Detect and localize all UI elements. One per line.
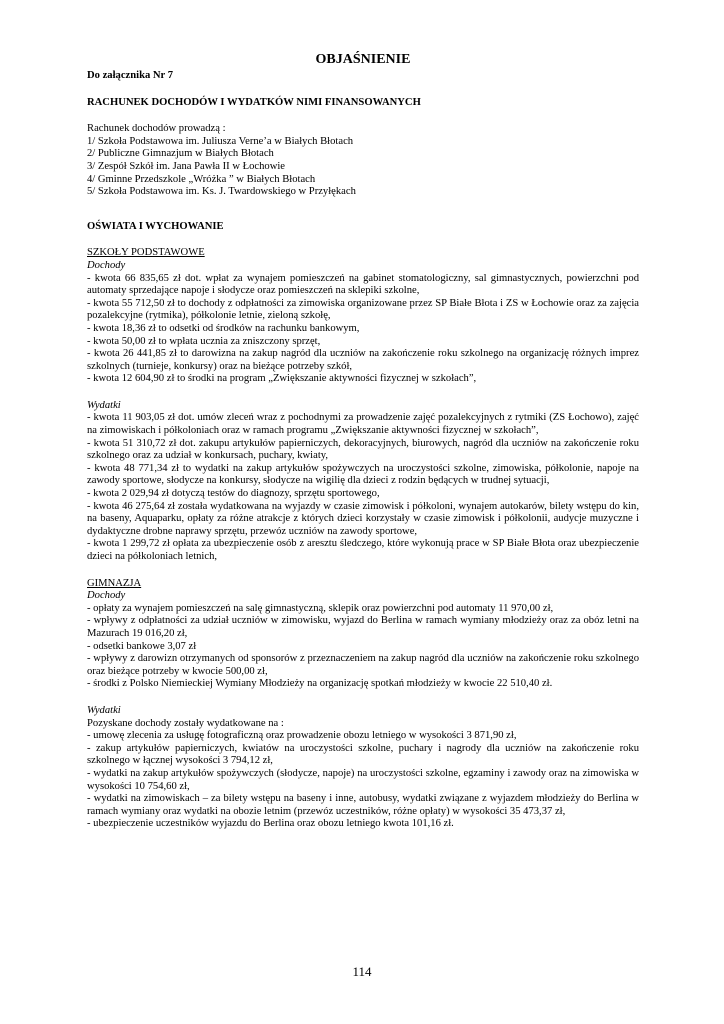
school-item: 2/ Publiczne Gimnazjum w Białych Błotach: [87, 148, 274, 160]
attachment-ref: Do załącznika Nr 7: [87, 70, 174, 81]
sp-expense-item: - kwota 51 310,72 zł dot. zakupu artykułów papierniczych, dekoracyjnych, biurowych, nagród dla uczniów na zakończenie roku szkolnego oraz za udział w konkursach, puchary, kwiaty,: [87, 437, 639, 462]
sp-income-item: - kwota 18,36 zł to odsetki od środków na rachunku bankowym,: [87, 322, 360, 334]
page-number: 114: [352, 964, 372, 979]
gim-income-item: - wpływy z odpłatności za udział uczniów w zimowisku, wyjazd do Berlina w ramach wymiany młodzieży oraz za obóz letni na Mazurach 19 016,20 zł,: [87, 615, 639, 639]
sp-expense-label: Wydatki: [87, 399, 121, 411]
gim-expense-item: - wydatki na zimowiskach – za bilety wstępu na baseny i inne, autobusy, wydatki związane z wyjazdem młodzieży do Berlina w ramach wymiany oraz wydatki na obozie letnim (przewóz uczestników, różne opłaty) w wysokości 35 473,37 zł,: [87, 793, 639, 817]
sp-expense-item: - kwota 11 903,05 zł dot. umów zleceń wraz z pochodnymi za prowadzenie zajęć pozalekcyjnych z rytmiki (ZS Łochowo), zajęć na zimowiskach i półkoloniach oraz w ramach programu „Zwiększanie aktywności fizycznej w szkołach”,: [87, 412, 639, 437]
sp-income-item: - kwota 66 835,65 zł dot. wpłat za wynajem pomieszczeń na gabinet stomatologiczny, sal gimnastycznych, powierzchni pod automaty sprzedające napoje i słodycze oraz pomieszczeń na sklepiki szkolne,: [87, 272, 639, 297]
gim-expense-item: - ubezpieczenie uczestników wyjazdu do Berlina oraz obozu letniego kwota 101,16 zł.: [87, 818, 454, 830]
sp-income-item: - kwota 50,00 zł to wpłata ucznia za zniszczony sprzęt,: [87, 335, 321, 347]
sp-income-item: - kwota 55 712,50 zł to dochody z odpłatności za zimowiska organizowane przez SP Białe Błota i ZS w Łochowie oraz za zajęcia pozalekcyjne (rytmika), półkolonie letnie, zieloną szkołę,: [87, 297, 639, 322]
sp-income-item: - kwota 26 441,85 zł to darowizna na zakup nagród dla uczniów na zakończenie roku szkolnego na organizację różnych imprez szkolnych (turnieje, konkursy) oraz na bieżące potrzeby szkół,: [87, 348, 639, 372]
school-item: 1/ Szkoła Podstawowa im. Juliusza Verne’a w Białych Błotach: [87, 135, 354, 147]
gim-income-item: - środki z Polsko Niemieckiej Wymiany Młodzieży na organizację spotkań młodzieży w kwocie 22 510,40 zł.: [87, 678, 553, 690]
sp-expense-item: - kwota 2 029,94 zł dotyczą testów do diagnozy, sprzętu sportowego,: [87, 488, 380, 500]
intro-text: Rachunek dochodów prowadzą :: [87, 123, 226, 135]
gim-income-item: - odsetki bankowe 3,07 zł: [87, 640, 197, 652]
gim-expense-item: - wydatki na zakup artykułów spożywczych (słodycze, napoje) na uroczystości szkolne, egzaminy i zawody oraz na zimowiska w wysokości 10 754,60 zł,: [87, 767, 639, 792]
sp-expense-item: - kwota 48 771,34 zł to wydatki na zakup artykułów spożywczych na uroczystości szkolne, zimowiska, półkolonie, napoje na zawody sportowe, słodycze na konkursy, słodycze na wigilię dla dzieci z rodzin będących w trudnej sytuacji,: [87, 462, 639, 487]
sp-expense-item: - kwota 46 275,64 zł została wydatkowana na wyjazdy w czasie zimowisk i półkoloni, wynajem autokarów, bilety wstępu do kin, na baseny, Aquaparku, opłaty za różne atrakcje z których dzieci korzystały w czasie zimowisk i półkolonii, audycje muzyczne i dydaktyczne drobne naprawy sprzętu, przewóz uczniów na zawody sportowe,: [87, 500, 639, 537]
sp-income-item: - kwota 12 604,90 zł to środki na program „Zwiększanie aktywności fizycznej w szkołach”,: [87, 373, 477, 385]
school-item: 3/ Zespół Szkół im. Jana Pawła II w Łochowie: [87, 160, 286, 172]
school-item: 4/ Gminne Przedszkole „Wróżka ” w Białych Błotach: [87, 173, 316, 185]
gim-income-item: - wpływy z darowizn otrzymanych od sponsorów z przeznaczeniem na zakup nagród dla uczniów na zakończenie roku szkolnego oraz bieżące potrzeby w kwocie 500,00 zł,: [87, 653, 639, 677]
gim-expense-label: Wydatki: [87, 704, 121, 716]
section-heading: OŚWIATA I WYCHOWANIE: [87, 220, 224, 232]
sp-title: SZKOŁY PODSTAWOWE: [87, 247, 205, 259]
gim-expense-item: - zakup artykułów papierniczych, kwiatów na uroczystości szkolne, puchary i nagrody dla uczniów na zakończenie roku szkolnego w łącznej wysokości 3 794,12 zł,: [87, 742, 639, 767]
gim-income-label: Dochody: [87, 590, 126, 602]
school-item: 5/ Szkoła Podstawowa im. Ks. J. Twardowskiego w Przyłękach: [87, 186, 356, 198]
gim-income-item: - opłaty za wynajem pomieszczeń na salę gimnastyczną, sklepik oraz powierzchni pod automaty 11 970,00 zł,: [87, 602, 554, 614]
document-title: OBJAŚNIENIE: [315, 52, 411, 67]
document-page: [87, 52, 639, 831]
sp-income-label: Dochody: [87, 259, 126, 271]
gim-expense-item: - umowę zlecenia za usługę fotograficzną oraz prowadzenie obozu letniego w wysokości 3 871,90 zł,: [87, 730, 517, 742]
gim-title: GIMNAZJA: [87, 577, 142, 589]
gim-expense-intro: Pozyskane dochody zostały wydatkowane na :: [87, 717, 284, 729]
main-heading: RACHUNEK DOCHODÓW I WYDATKÓW NIMI FINANSOWANYCH: [87, 96, 421, 108]
sp-expense-item: - kwota 1 299,72 zł opłata za ubezpieczenie osób z aresztu śledczego, które wykonują prace w SP Białe Błota oraz ubezpieczenie dzieci na półkoloniach letnich,: [87, 538, 639, 562]
school-list: [87, 136, 639, 199]
